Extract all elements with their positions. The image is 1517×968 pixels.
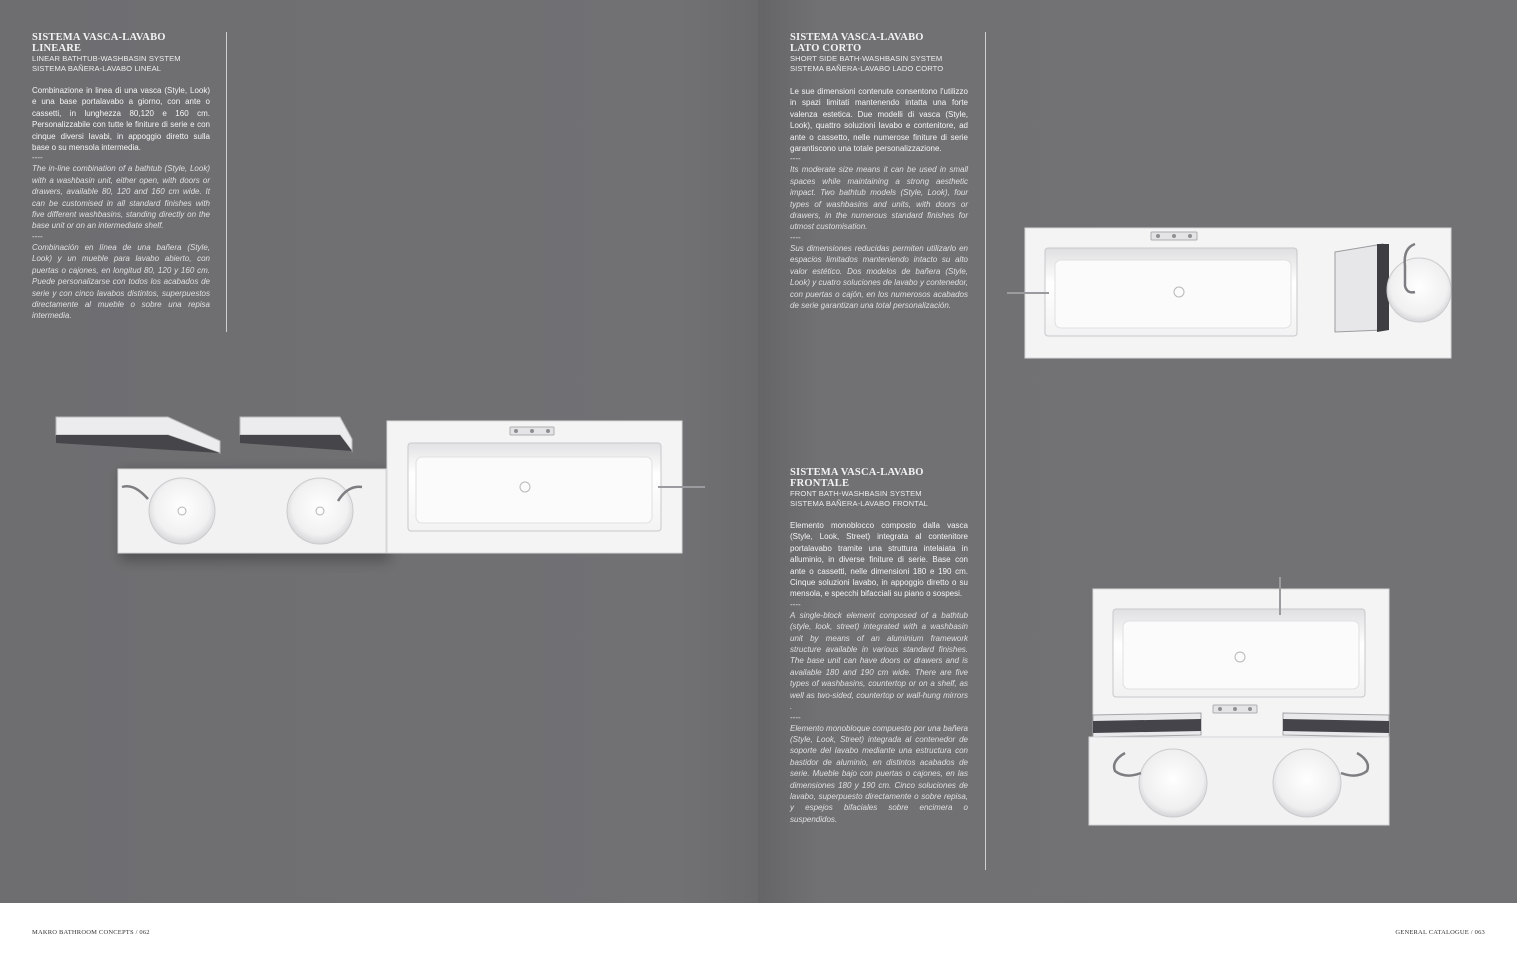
- linear-title: SISTEMA VASCA-LAVABO LINEARE: [32, 32, 166, 54]
- linear-subtitle-en: LINEAR BATHTUB-WASHBASIN SYSTEM: [32, 54, 181, 63]
- short-subtitle-en: SHORT SIDE BATH-WASHBASIN SYSTEM: [790, 54, 943, 63]
- linear-text-es: Combinación en línea de una bañera (Style, Look) y un mueble para lavabo abierto, con puertas o cajones, en longitud 80, 120 y 160 cm. Puede personalizarse con todos los acabados de serie y con cinco lavabos distintos, superpuestos directamente al mueble o sobre una repisa intermedia.: [32, 242, 210, 321]
- front-separator-2: ----: [790, 712, 801, 722]
- footer-left: MAKRO BATHROOM CONCEPTS / 062: [32, 929, 150, 936]
- linear-separator-2: ----: [32, 231, 43, 241]
- footer-right: GENERAL CATALOGUE / 063: [1395, 929, 1485, 936]
- right-divider-line: [985, 32, 986, 870]
- linear-subtitle-es: SISTEMA BAÑERA-LAVABO LINEAL: [32, 63, 162, 73]
- left-divider-line: [226, 32, 227, 332]
- front-text-it: Elemento monoblocco composto dalla vasca (Style, Look, Street) integrata al contenitore portalavabo tramite una struttura intelaiata in alluminio, in diverse finiture di serie. Base con ante o cassetti, nelle dimensioni 180 e 190 cm. Cinque soluzioni lavabo, in appoggio diretto o su mensola, e specchi bifacciali su piano o sospesi.: [790, 521, 968, 599]
- short-side-text: [790, 32, 968, 311]
- linear-separator-1: ----: [32, 153, 43, 163]
- short-title-line1: SISTEMA VASCA-LAVABO: [790, 32, 924, 43]
- short-title-line2: LATO CORTO: [790, 43, 862, 54]
- front-separator-1: ----: [790, 599, 801, 609]
- front-subtitle-es: SISTEMA BAÑERA-LAVABO FRONTAL: [790, 498, 928, 508]
- front-system-render: [1085, 575, 1395, 827]
- short-separator-2: ----: [790, 232, 801, 242]
- linear-text-it: Combinazione in linea di una vasca (Style, Look) e una base portalavabo a giorno, con ante o cassetti, in lunghezza 80,120 e 160 cm. Personalizzabile con tutte le finiture di serie e con cinque diversi lavabi, in appoggio diretto sulla base o su mensola intermedia.: [32, 86, 210, 153]
- front-system-text: [790, 467, 968, 825]
- short-separator-1: ----: [790, 154, 801, 164]
- front-text-es: Elemento monobloque compuesto por una bañera (Style, Look, Street) integrada al contenedor de soporte del lavabo mediante una estructura con bastidor de aluminio, en distintos acabados de serie. Mueble bajo con puertas o cajones, en las dimensiones 180 y 190 cm. Cinco soluciones de lavabo, superpuesto directamente o sobre repisa, y espejos bifaciales sobre encimera o suspendidos.: [790, 723, 968, 824]
- front-subtitle-en: FRONT BATH-WASHBASIN SYSTEM: [790, 489, 922, 498]
- linear-system-render: [50, 405, 720, 565]
- short-text-es: Sus dimensiones reducidas permiten utilizarlo en espacios limitados manteniendo intacto su alto valor estético. Dos modelos de bañera (Style, Look) y cuatro soluciones de lavabo y contenedor, con puertas o cajón, en los numerosos acabados de serie garantizan una total personalización.: [790, 243, 968, 310]
- short-side-render: [1005, 226, 1455, 360]
- short-text-en: Its moderate size means it can be used in small spaces while maintaining a strong aesthetic impact. Two bathtub models (Style, Look), four types of washbasins and units, with doors or drawers, in the numerous standard finishes for utmost customisation.: [790, 165, 968, 232]
- linear-system-text: [32, 32, 210, 322]
- front-text-en: A single-block element composed of a bathtub (style, look, street) integrated with a washbasin unit by means of an aluminium framework structure available in various standard finishes. The base unit can have doors or drawers and is available 180 and 190 cm wide. There are five types of washbasins, countertop or on a shelf, as well as two-sided, countertop or wall-hung mirrors .: [790, 610, 968, 712]
- short-subtitle-es: SISTEMA BAÑERA-LAVABO LADO CORTO: [790, 63, 944, 73]
- linear-text-en: The in-line combination of a bathtub (Style, Look) with a washbasin unit, either open, with doors or drawers, available 80, 120 and 160 cm wide. It can be customised in all standard finishes with five different washbasins, standing directly on the base unit or on an intermediate shelf.: [32, 164, 210, 231]
- front-title-line2: FRONTALE: [790, 478, 850, 489]
- front-title-line1: SISTEMA VASCA-LAVABO: [790, 467, 924, 478]
- short-text-it: Le sue dimensioni contenute consentono l'utilizzo in spazi limitati mantenendo intatta una forte valenza estetica. Due modelli di vasca (Style, Look), quattro soluzioni lavabo e contenitore, ad ante o cassetto, nelle numerose finiture di serie garantiscono una totale personalizzazione.: [790, 87, 968, 154]
